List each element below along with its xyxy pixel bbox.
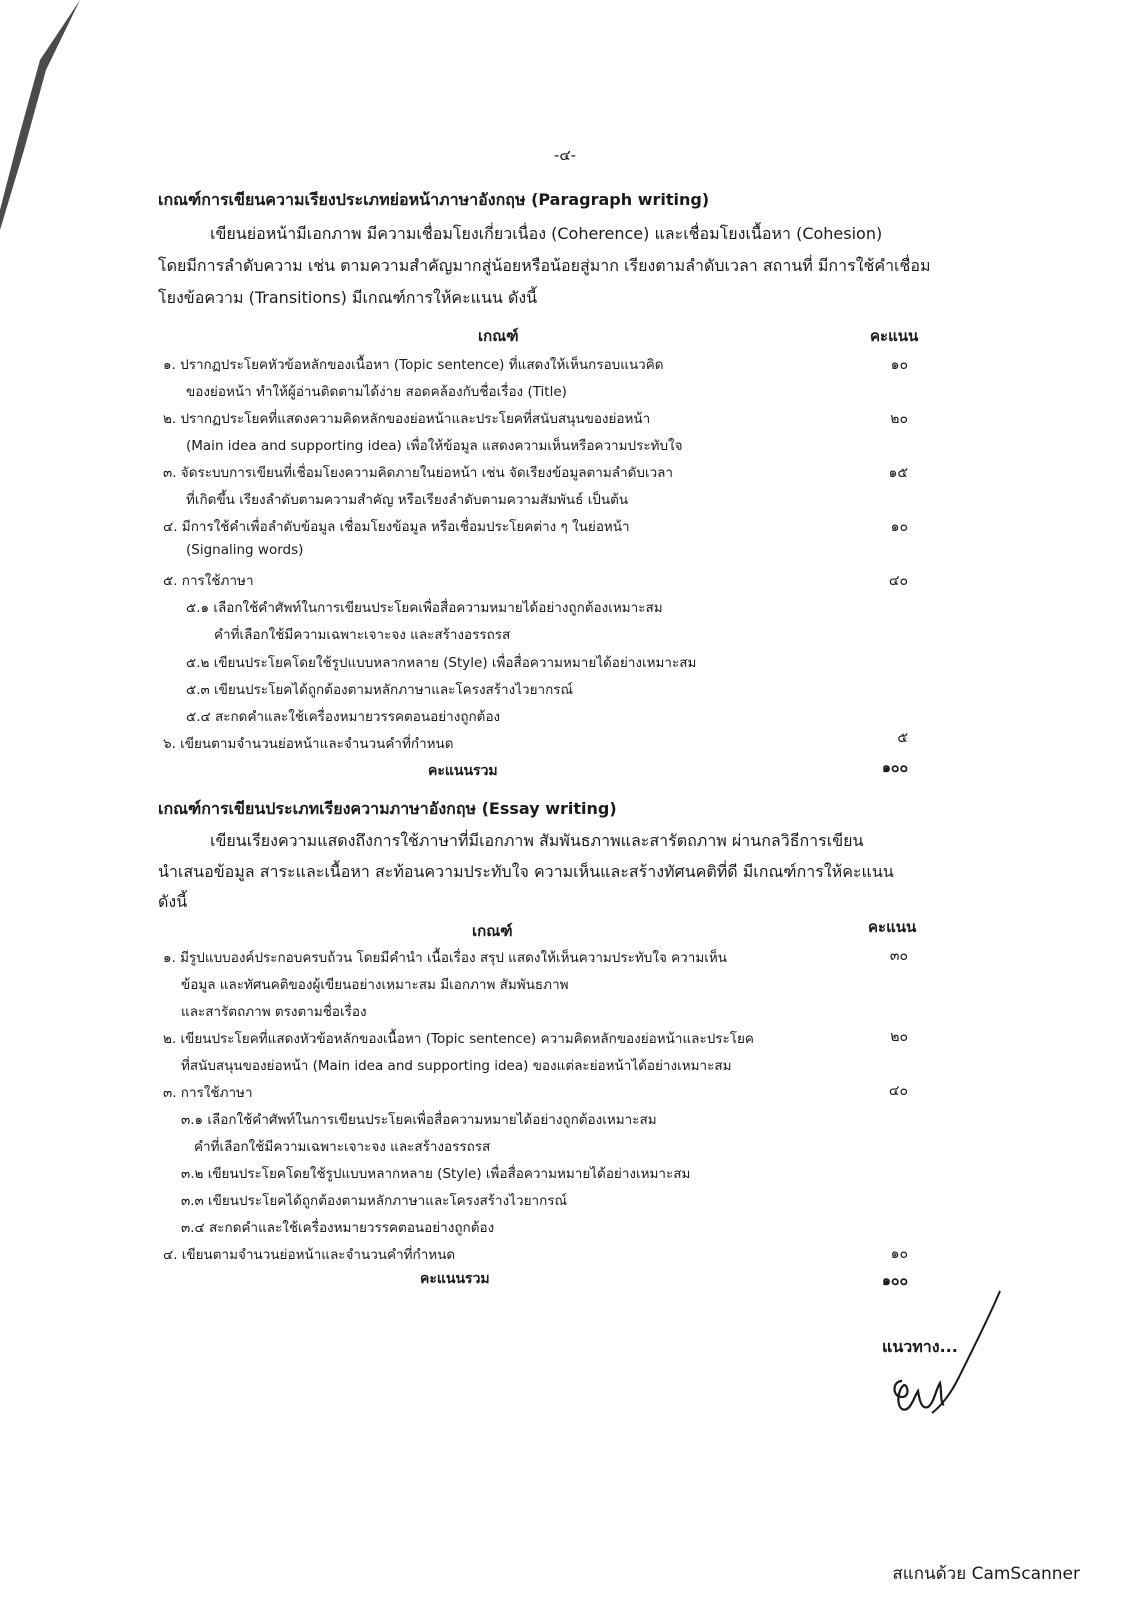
section1-row: ๕.๓ เขียนประโยคได้ถูกต้องตามหลักภาษาและโครงสร้างไวยากรณ์	[186, 682, 574, 698]
section2-row: และสารัตถภาพ ตรงตามชื่อเรื่อง	[181, 1004, 367, 1020]
section1-row: ๔. มีการใช้คำเพื่อลำดับข้อมูล เชื่อมโยงข้อมูล หรือเชื่อมประโยคต่าง ๆ ในย่อหน้า	[163, 519, 630, 535]
section2-total-value: ๑๐๐	[882, 1273, 908, 1289]
section1-row-score: ๑๕	[888, 465, 908, 481]
continuation-text: แนวทาง...	[882, 1337, 958, 1356]
section2-intro-line-2: นำเสนอข้อมูล สาระและเนื้อหา สะท้อนความประทับใจ ความเห็นและสร้างทัศนคติที่ดี มีเกณฑ์การให้คะแนน	[158, 862, 894, 881]
section2-row: ๓.๑ เลือกใช้คำศัพท์ในการเขียนประโยคเพื่อสื่อความหมายได้อย่างถูกต้องเหมาะสม	[181, 1112, 657, 1128]
section2-row: ๓.๔ สะกดคำและใช้เครื่องหมายวรรคตอนอย่างถูกต้อง	[181, 1220, 495, 1236]
section2-total-label: คะแนนรวม	[420, 1271, 490, 1287]
section1-row: ๕.๑ เลือกใช้คำศัพท์ในการเขียนประโยคเพื่อสื่อความหมายได้อย่างถูกต้องเหมาะสม	[186, 600, 663, 616]
section1-row: ๒. ปรากฏประโยคที่แสดงความคิดหลักของย่อหน้าและประโยคที่สนับสนุนของย่อหน้า	[163, 411, 651, 427]
section1-title: เกณฑ์การเขียนความเรียงประเภทย่อหน้าภาษาอังกฤษ (Paragraph writing)	[158, 190, 710, 209]
section2-row: ๑. มีรูปแบบองค์ประกอบครบถ้วน โดยมีคำนำ เนื้อเรื่อง สรุป แสดงให้เห็นความประทับใจ ความเห็น	[163, 950, 727, 966]
section1-row-score: ๑๐	[890, 357, 908, 373]
section2-row: ๒. เขียนประโยคที่แสดงหัวข้อหลักของเนื้อหา (Topic sentence) ความคิดหลักของย่อหน้าและประโยค	[163, 1031, 754, 1047]
section1-row: ของย่อหน้า ทำให้ผู้อ่านติดตามได้ง่าย สอดคล้องกับชื่อเรื่อง (Title)	[186, 384, 567, 400]
section1-total-value: ๑๐๐	[882, 760, 908, 776]
section1-row-score: ๒๐	[890, 411, 908, 427]
handwritten-signature	[880, 1285, 1020, 1435]
camscanner-footer: สแกนด้วย CamScanner	[892, 1564, 1080, 1584]
page-number: -๔-	[553, 146, 577, 164]
section2-row: ๓.๓ เขียนประโยคได้ถูกต้องตามหลักภาษาและโครงสร้างไวยากรณ์	[181, 1193, 568, 1209]
section2-row: ที่สนับสนุนของย่อหน้า (Main idea and supporting idea) ของแต่ละย่อหน้าได้อย่างเหมาะสม	[181, 1058, 732, 1074]
section1-col-criteria: เกณฑ์	[478, 327, 519, 345]
section2-intro-line-1: เขียนเรียงความแสดงถึงการใช้ภาษาที่มีเอกภาพ สัมพันธภาพและสารัตถภาพ ผ่านกลวิธีการเขียน	[210, 831, 864, 850]
section2-row: ๓. การใช้ภาษา	[163, 1085, 253, 1101]
section2-title: เกณฑ์การเขียนประเภทเรียงความภาษาอังกฤษ (Essay writing)	[158, 799, 617, 818]
section1-intro-line-2: โดยมีการลำดับความ เช่น ตามความสำคัญมากสู่น้อยหรือน้อยสู่มาก เรียงตามลำดับเวลา สถานที่ มีการใช้คำเชื่อม	[158, 256, 931, 275]
section1-total-label: คะแนนรวม	[428, 763, 498, 779]
section1-row: คำที่เลือกใช้มีความเฉพาะเจาะจง และสร้างอรรถรส	[214, 627, 511, 643]
section1-row: ๖. เขียนตามจำนวนย่อหน้าและจำนวนคำที่กำหนด	[163, 736, 454, 752]
section2-row-score: ๒๐	[890, 1029, 908, 1045]
section2-row: ข้อมูล และทัศนคติของผู้เขียนอย่างเหมาะสม มีเอกภาพ สัมพันธภาพ	[181, 977, 569, 993]
section1-col-score: คะแนน	[870, 327, 919, 345]
section1-row: ที่เกิดขึ้น เรียงลำดับตามความสำคัญ หรือเรียงลำดับตามความสัมพันธ์ เป็นต้น	[186, 492, 629, 508]
section2-row-score: ๑๐	[890, 1246, 908, 1262]
section1-row: ๕. การใช้ภาษา	[163, 573, 254, 589]
section1-intro-line-3: โยงข้อความ (Transitions) มีเกณฑ์การให้คะแนน ดังนี้	[158, 288, 538, 307]
section2-row-score: ๔๐	[888, 1083, 908, 1099]
section2-col-score: คะแนน	[868, 918, 917, 936]
section2-row: คำที่เลือกใช้มีความเฉพาะเจาะจง และสร้างอรรถรส	[194, 1139, 491, 1155]
section2-row-score: ๓๐	[889, 948, 908, 964]
section2-row: ๓.๒ เขียนประโยคโดยใช้รูปแบบหลากหลาย (Style) เพื่อสื่อความหมายได้อย่างเหมาะสม	[181, 1166, 691, 1182]
section1-row-score: ๔๐	[888, 573, 908, 589]
section1-row: ๓. จัดระบบการเขียนที่เชื่อมโยงความคิดภายในย่อหน้า เช่น จัดเรียงข้อมูลตามลำดับเวลา	[163, 465, 674, 481]
section1-intro-line-1: เขียนย่อหน้ามีเอกภาพ มีความเชื่อมโยงเกี่ยวเนื่อง (Coherence) และเชื่อมโยงเนื้อหา (Cohesion)	[210, 224, 883, 243]
section2-col-criteria: เกณฑ์	[472, 922, 513, 940]
section2-row: ๔. เขียนตามจำนวนย่อหน้าและจำนวนคำที่กำหนด	[163, 1247, 456, 1263]
section1-row: (Main idea and supporting idea) เพื่อให้ข้อมูล แสดงความเห็นหรือความประทับใจ	[186, 438, 683, 454]
scan-edge-shadow	[0, 0, 80, 260]
section2-intro-line-3: ดังนี้	[158, 892, 188, 911]
section1-row: ๕.๒ เขียนประโยคโดยใช้รูปแบบหลากหลาย (Style) เพื่อสื่อความหมายได้อย่างเหมาะสม	[186, 655, 697, 671]
section1-row-score: ๑๐	[890, 519, 908, 535]
section1-row-score: ๕	[897, 730, 908, 746]
section1-row: ๕.๔ สะกดคำและใช้เครื่องหมายวรรคตอนอย่างถูกต้อง	[186, 709, 501, 725]
section1-row: ๑. ปรากฏประโยคหัวข้อหลักของเนื้อหา (Topic sentence) ที่แสดงให้เห็นกรอบแนวคิด	[163, 357, 664, 373]
section1-row: (Signaling words)	[186, 542, 304, 558]
